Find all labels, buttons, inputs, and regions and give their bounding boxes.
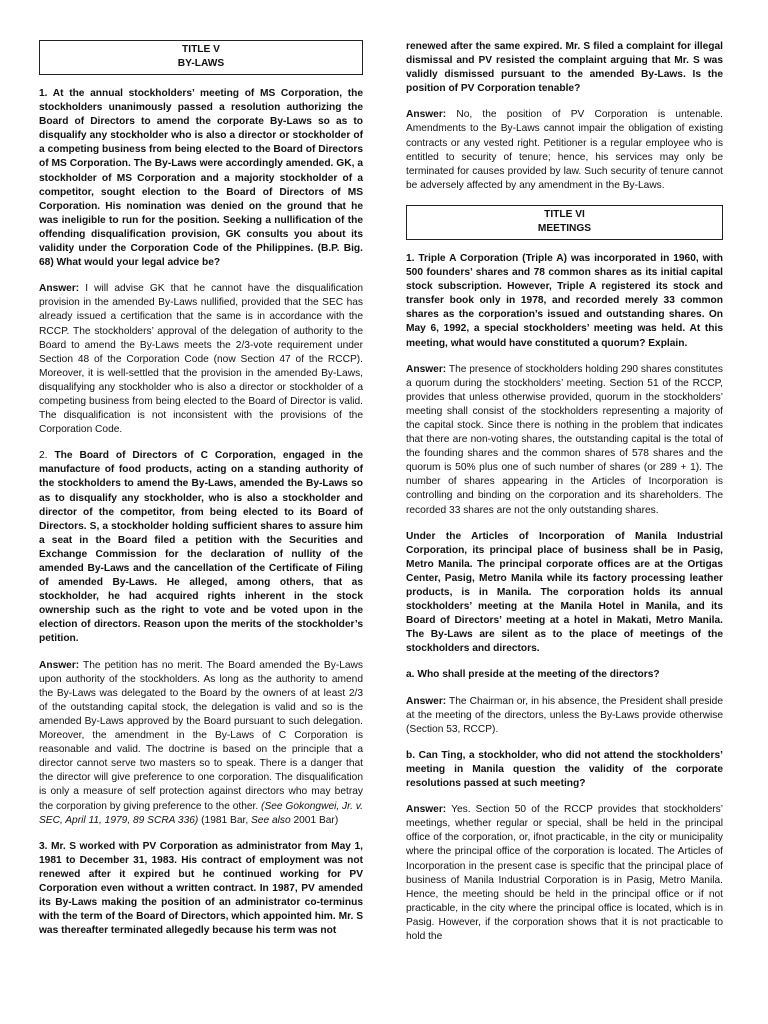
title-v-box xyxy=(39,40,363,75)
answer-1 xyxy=(39,282,363,437)
answer-3 xyxy=(406,108,723,193)
question-2 xyxy=(39,449,363,646)
answer-4 xyxy=(406,363,723,518)
question-1: 1. At the annual stockholders’ meeting of MS Corporation, the stockholders unanimously passed a resolution authorizing the Board of Directors to amend the corporate By-Laws so as to disqualify any stockholder who is also a director or stockholder of a competing business from being elected to the Board of Directors of MS Corporation. The By-Laws were accordingly amended. GK, a stockholder of MS Corporation and a majority stockholder of a competitor, sought election to the Board of Directors of MS Corporation. His nomination was denied on the ground that he was ineligible to run for the position. Seeking a nullification of the offending disqualification provision, GK consults you about its validity under the Corporation Code of the Philippines. (B.P. Big. 68) What would your legal advice be? xyxy=(39,88,363,269)
answer-2-label: Answer: xyxy=(39,659,80,671)
answer-2-bar2: 2001 Bar) xyxy=(290,814,339,826)
title-vi: TITLE VI xyxy=(544,208,585,220)
title-v: TITLE V xyxy=(182,44,220,55)
question-4: 1. Triple A Corporation (Triple A) was incorporated in 1960, with 500 founders’ shares and 78 common shares as its initial capital stock subscription. However, Triple A registered its stock and transfer book only in 1978, and recorded merely 33 common shares as the corporation’s issued and outstanding shares. On May 6, 1992, a special stockholders’ meeting was held. At this meeting, what would have constituted a quorum? Explain. xyxy=(406,252,723,349)
answer-4-text: The presence of stockholders holding 290 shares constitutes a quorum during the stockholders’ meeting. Section 51 of the RCCP, provides that unless otherwise provided, quorum in the stockholders’ meeting shall consist of the stockholders representing a majority of the capital stock. Since there is nothing in the problem that indicates that there are non-voting shares, the outstanding capital is the total of the founding shares and the common shares of 578 shares and the quorum is 50% plus one of such number of shares (or 289 + 1). The number of shares appearing in the Articles of Incorporation is controlling and binding on the corporation and its shareholders. The recorded 33 shares are not the only outstanding shares. xyxy=(406,363,723,516)
answer-5a xyxy=(406,695,723,737)
question-3-continued: renewed after the same expired. Mr. S filed a complaint for illegal dismissal and PV resisted the complaint arguing that Mr. S was validly dismissed pursuant to the amended By-Laws. Is the position of PV Corporation tenable? xyxy=(406,41,723,95)
answer-1-text: I will advise GK that he cannot have the disqualification provision in the amended By-Laws nullified, provided that the SEC has already issued a certification that the same is in accordance with the RCCP. The stockholders’ approval of the delegation of authority to the Board to amend the By-Laws meets the 2/3-vote requirement under Section 48 of the Corporation Code (now Section 47 of the RCCP). Moreover, it is well-settled that the provision in the amended By-Laws, disqualifying any stockholder who is also a director or stockholder of a competing business from being elected to the Board of Director is valid. The disqualification is not inconsistent with the provisions of the Corporation Code. xyxy=(39,283,363,436)
answer-5b-label: Answer: xyxy=(406,804,447,816)
answer-5a-text: The Chairman or, in his absence, the President shall preside at the meeting of the directors, unless the By-Laws provide otherwise (Section 53, RCCP). xyxy=(406,695,723,735)
title-vi-box xyxy=(406,205,723,240)
answer-2 xyxy=(39,659,363,828)
answer-4-label: Answer: xyxy=(406,363,447,375)
answer-5b-text: Yes. Section 50 of the RCCP provides that stockholders’ meetings, whether regular or special, shall be held in the principal office of the corporation, or, ifnot practicable, in the city or municipality where the principal office of the corporation is located. The Articles of Incorporation in the present case is specific that the principal place of business of Manila Industrial Corporation is in Pasig, Metro Manila. Hence, the meeting should be held in the principal office or if not practicable, in the city where the principal office is located, which is in Pasig. However, if the corporation shows that it is not practicable to hold the xyxy=(406,804,723,942)
answer-2-text: The petition has no merit. The Board amended the By-Laws upon authority of the stockholders. As long as the authority to amend the By-Laws was delegated to the Board by the owners of at least 2/3 of the outstanding capital stock, the delegation is valid and so is the amended By-Laws approved by the Board pursuant to such delegation. Moreover, the amendment in the By-Laws of C Corporation is reasonable and valid. The doctrine is based on the principle that a director cannot serve two masters so to speak. There is a danger that the director will give preference to one corporation. The disqualification is only a measure of self protection against directors who may betray the corporation by giving preference to the other. xyxy=(39,659,363,812)
question-2-number: 2. xyxy=(39,450,55,462)
title-v-subtitle: BY-LAWS xyxy=(177,58,225,69)
answer-2-bar1: (1981 Bar, xyxy=(198,814,251,826)
title-vi-subtitle: MEETINGS xyxy=(537,222,592,234)
answer-3-text: No, the position of PV Corporation is untenable. Amendments to the By-Laws cannot impair the obligation of existing contracts or any vested right. Petitioner is a regular employee who is entitled to security of tenure; hence, his services may only be terminated for causes provided by law. Such security of tenure cannot be adversely affected by any amendment in the By-Laws. xyxy=(406,109,723,191)
answer-5a-label: Answer: xyxy=(406,695,447,707)
question-5b: b. Can Ting, a stockholder, who did not attend the stockholders’ meeting in Manila question the validity of the corporate resolutions passed at such meeting? xyxy=(406,749,723,790)
answer-2-see-also: See also xyxy=(250,814,291,826)
answer-1-label: Answer: xyxy=(39,283,80,295)
left-column xyxy=(39,40,363,950)
answer-3-label: Answer: xyxy=(406,109,447,121)
answer-5b xyxy=(406,803,723,944)
answer-2-citation: (See Gokongwei, Jr. v. SEC, April 11, 1979, 89 SCRA 336) xyxy=(39,800,363,826)
question-5: Under the Articles of Incorporation of Manila Industrial Corporation, its principal place of business shall be in Pasig, Metro Manila. The principal corporate offices are at the Ortigas Center, Pasig, Metro Manila while its factory processing leather products, is in Manila. The corporation holds its annual stockholders’ meeting at the Manila Hotel in Manila, and its Board of Directors’ meeting at a hotel in Makati, Metro Manila. The By-Laws are silent as to the place of meetings of the stockholders and directors. xyxy=(406,530,723,655)
question-2-text: The Board of Directors of C Corporation, engaged in the manufacture of food products, acting on a standing authority of the stockholders to amend the By-Laws, amended the By-Laws so as to disqualify any stockholder, who is also a stockholder and director of the competitor, from being elected to its Board of Directors. S, a stockholder holding sufficient shares to assure him a seat in the Board filed a petition with the Securities and Exchange Commission for the declaration of nullity of the amended By-Laws and the cancellation of the Certificate of Filing of amended By-Laws. He alleged, among others, that as stockholder, he had acquired rights inherent in the stock ownership such as the right to vote and be voted upon in the election of directors. Reason upon the merits of the stockholder’s petition. xyxy=(39,450,364,645)
question-3: 3. Mr. S worked with PV Corporation as administrator from May 1, 1981 to December 31, 1983. His contract of employment was not renewed after it expired but he continued working for PV Corporation even without a written contract. In 1987, PV amended its By-Laws making the position of an administrator co-terminus with the term of the Board of Directors, which appointed him. Mr. S was thereafter terminated allegedly because his term was not xyxy=(39,840,363,937)
question-5a: a. Who shall preside at the meeting of the directors? xyxy=(406,669,660,681)
right-column xyxy=(406,40,723,956)
